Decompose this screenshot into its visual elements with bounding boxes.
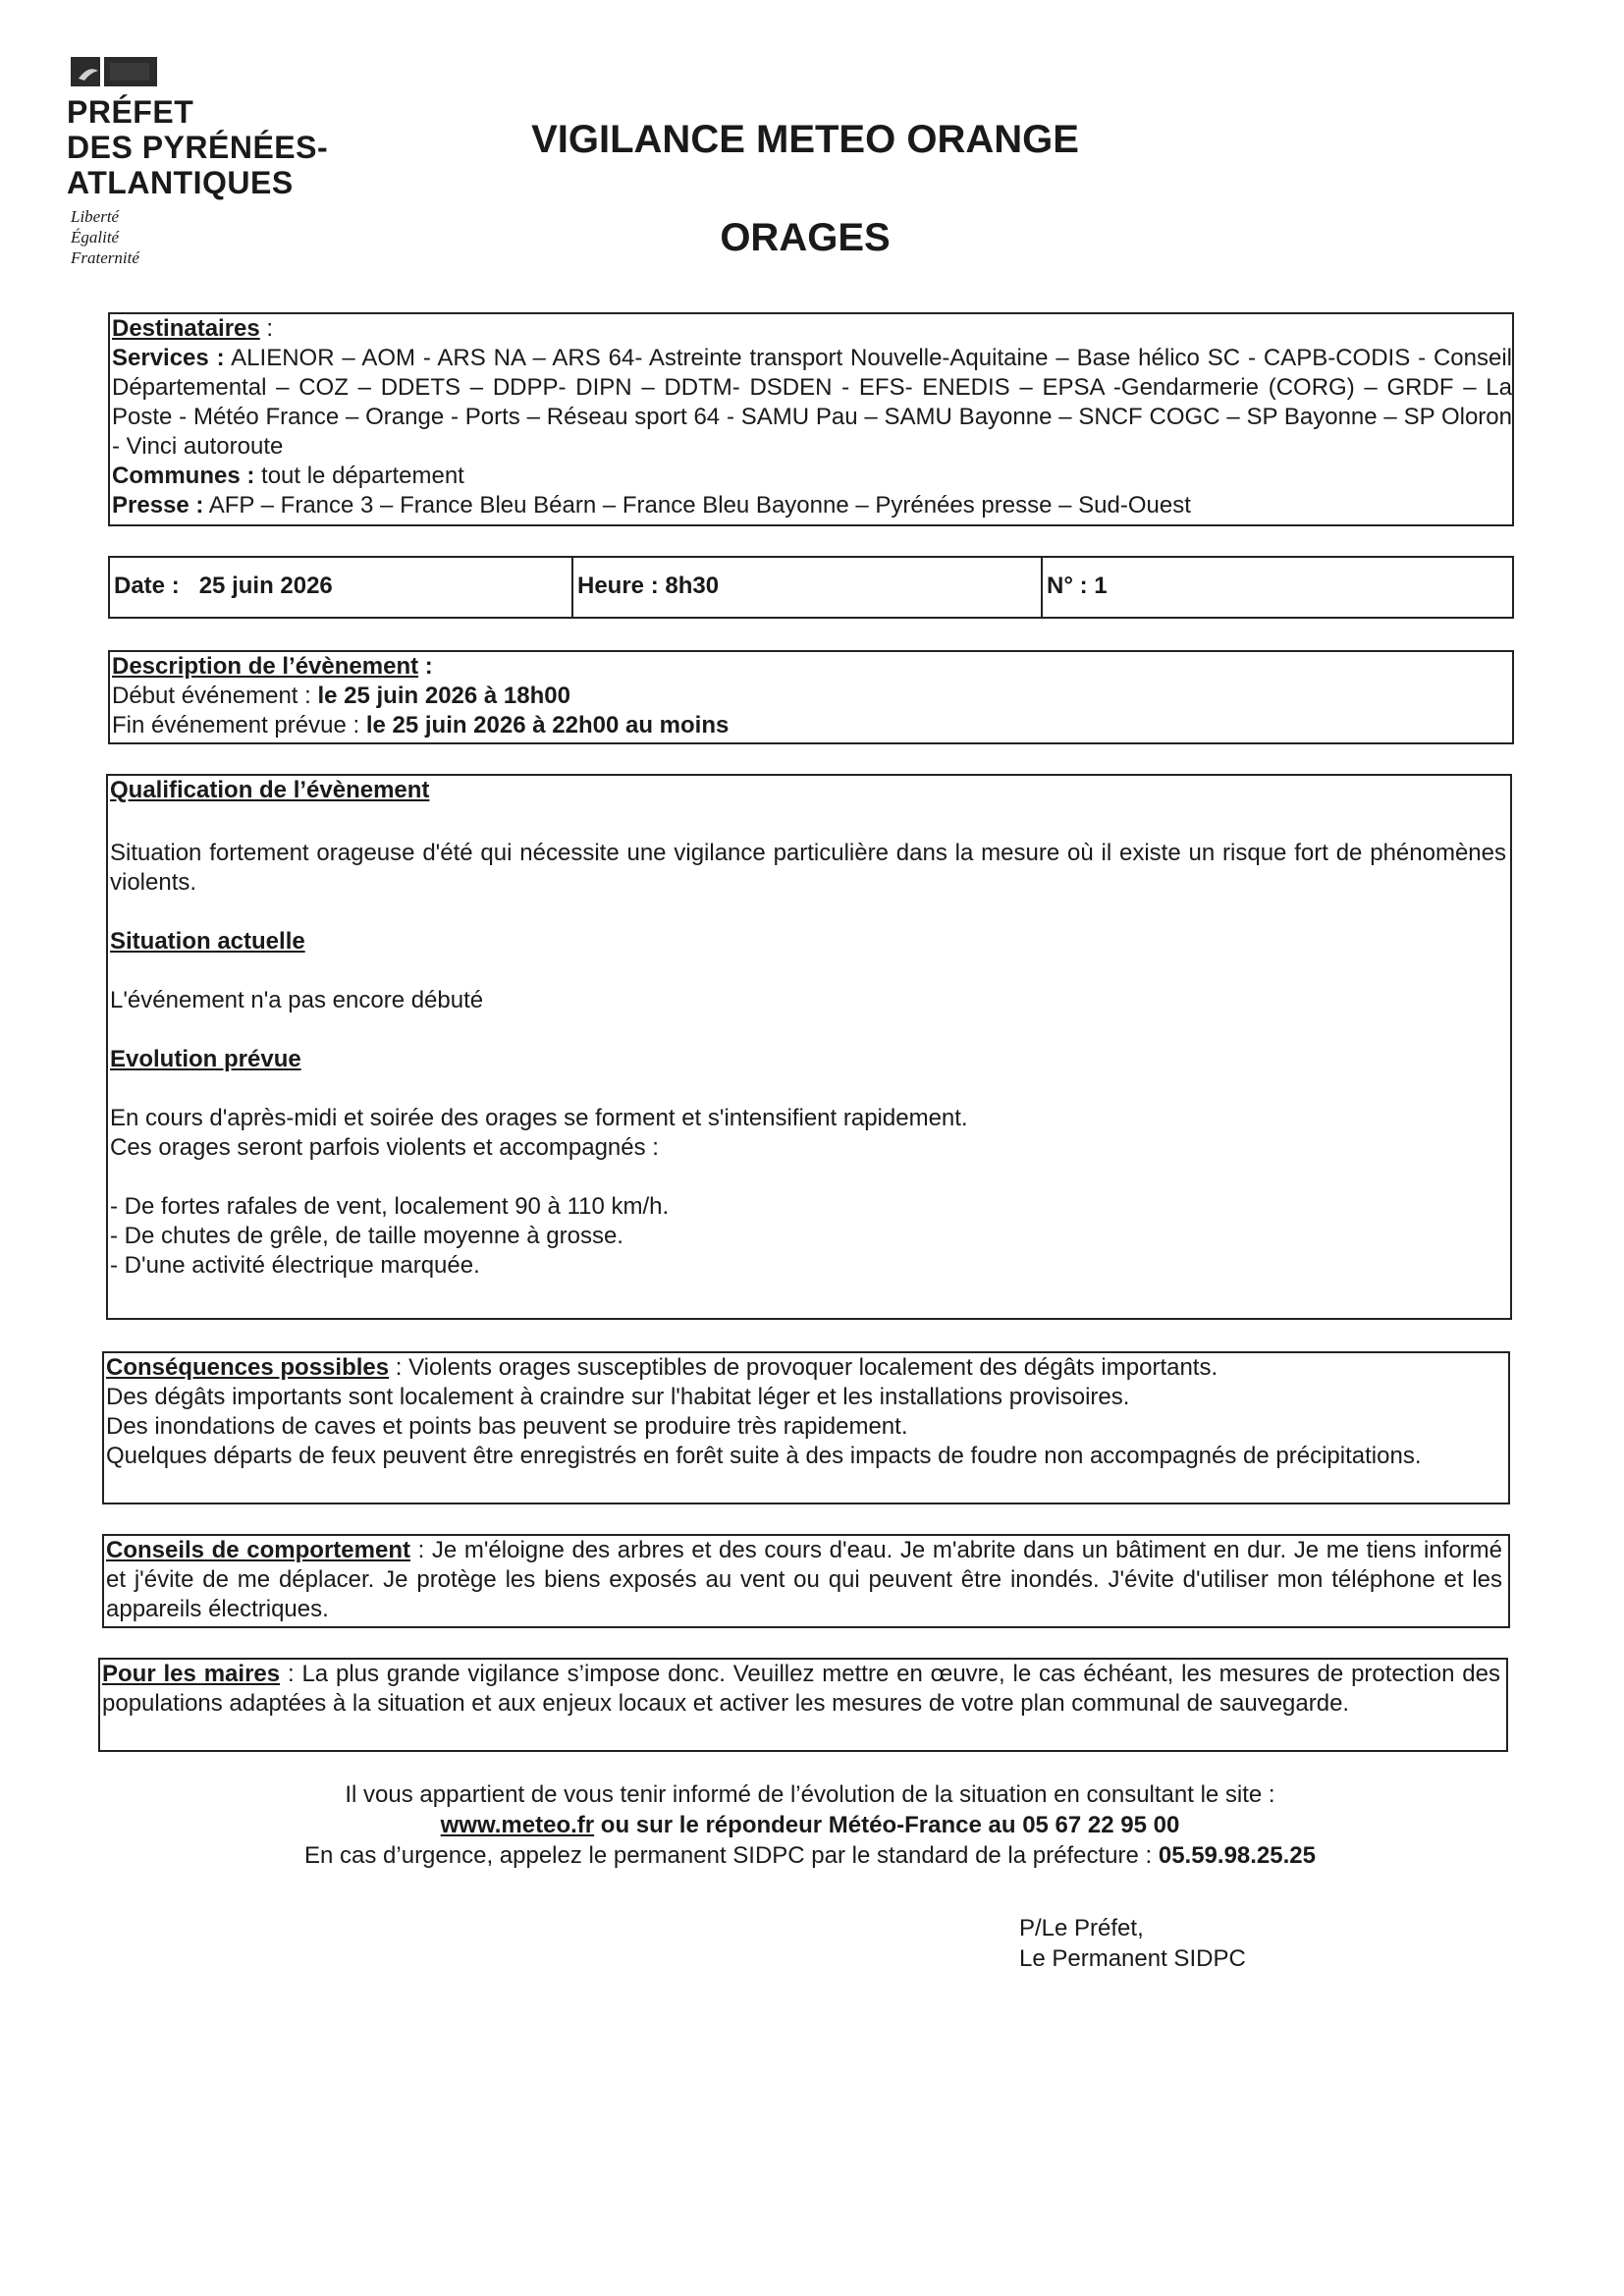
heading-suffix: : <box>259 315 274 342</box>
document-title: VIGILANCE METEO ORANGE <box>531 118 1079 161</box>
presse-label: Presse : <box>112 492 204 519</box>
footer-line: Il vous appartient de vous tenir informé de l’évolution de la situation en consultant le site : <box>345 1781 1275 1808</box>
bullet-item: - De fortes rafales de vent, localement 90 à 110 km/h. <box>110 1193 670 1220</box>
consequences-line: Des dégâts importants sont localement à craindre sur l'habitat léger et les installations provisoires. <box>106 1384 1130 1410</box>
fin-value: le 25 juin 2026 à 22h00 au moins <box>365 712 730 738</box>
consequences-heading: Conséquences possibles <box>106 1354 390 1381</box>
situation-text: L'événement n'a pas encore débuté <box>110 987 484 1013</box>
document-subtitle: ORAGES <box>720 216 891 259</box>
bullet-item: - D'une activité électrique marquée. <box>110 1252 480 1279</box>
destinataires-heading: Destinataires <box>112 315 260 342</box>
conseils-box <box>102 1534 1510 1628</box>
prefet-line: DES PYRÉNÉES- <box>67 130 329 165</box>
maires-box <box>98 1658 1508 1752</box>
communes-label: Communes : <box>112 463 255 489</box>
prefet-line: ATLANTIQUES <box>67 165 294 200</box>
evolution-line: Ces orages seront parfois violents et accompagnés : <box>110 1134 659 1161</box>
signature-line: P/Le Préfet, <box>1019 1915 1144 1941</box>
maires-heading: Pour les maires <box>102 1661 281 1687</box>
qualification-text: Situation fortement orageuse d'été qui nécessite une vigilance particulière dans la mesure où il existe un risque fort de phénomènes violents. <box>110 840 1506 896</box>
date-cell <box>110 558 573 617</box>
devise-line: Liberté <box>71 207 120 226</box>
devise-line: Égalité <box>71 228 120 246</box>
services-text: ALIENOR – AOM - ARS NA – ARS 64- Astreinte transport Nouvelle-Aquitaine – Base hélico SC - CAPB-CODIS - Conseil Départemental – COZ – DDETS – DDPP- DIPN – DDTM- DSDEN - EFS- ENEDIS – EPSA -Gendarmerie (CORG) – GRDF – La Poste - Météo France – Orange - Ports – Réseau sport 64 - SAMU Pau – SAMU Bayonne – SNCF COGC – SP Bayonne – SP Oloron - Vinci autoroute <box>112 345 1512 460</box>
consequences-line: Des inondations de caves et points bas peuvent se produire très rapidement. <box>106 1413 908 1440</box>
date-value: 25 juin 2026 <box>198 573 333 599</box>
evolution-line: En cours d'après-midi et soirée des orages se forment et s'intensifient rapidement. <box>110 1105 968 1131</box>
description-box <box>108 650 1514 744</box>
consequences-intro: : Violents orages susceptibles de provoquer localement des dégâts importants. <box>389 1354 1218 1381</box>
numero-cell <box>1043 558 1512 617</box>
marianne-logo-icon <box>71 57 157 86</box>
conseils-text: : Je m'éloigne des arbres et des cours d'eau. Je m'abrite dans un bâtiment en dur. Je me tiens informé et j'évite de me déplacer. Je protège les biens exposés au vent ou qui peuvent être inondés. J'évite d'utiliser mon téléphone et les appareils électriques. <box>106 1537 1502 1622</box>
situation-heading: Situation actuelle <box>110 928 305 955</box>
meta-row <box>108 556 1514 619</box>
maires-text: : La plus grande vigilance s’impose donc. Veuillez mettre en œuvre, le cas échéant, les mesures de protection des populations adaptées à la situation et aux enjeux locaux et activer les mesures de votre plan communal de sauvegarde. <box>102 1661 1500 1717</box>
meteo-link[interactable]: www.meteo.fr <box>440 1812 595 1838</box>
footer-line: En cas d’urgence, appelez le permanent SIDPC par le standard de la préfecture : <box>304 1842 1159 1869</box>
conseils-heading: Conseils de comportement <box>106 1537 410 1563</box>
debut-value: le 25 juin 2026 à 18h00 <box>317 683 570 709</box>
evolution-heading: Evolution prévue <box>110 1046 301 1072</box>
signature <box>1019 1913 1246 1974</box>
prefet-line: PRÉFET <box>67 94 194 130</box>
date-label: Date : <box>114 573 180 599</box>
description-heading: Description de l’évènement <box>112 653 419 680</box>
heure-label: Heure : <box>577 573 659 599</box>
qualification-heading: Qualification de l’évènement <box>110 777 430 803</box>
communes-text: tout le département <box>254 463 464 489</box>
devise <box>71 206 139 268</box>
footer <box>147 1779 1473 1871</box>
signature-line: Le Permanent SIDPC <box>1019 1945 1246 1972</box>
footer-line: ou sur le répondeur Météo-France au 05 67 22 95 00 <box>594 1812 1180 1838</box>
presse-text: AFP – France 3 – France Bleu Béarn – France Bleu Bayonne – Pyrénées presse – Sud-Ouest <box>203 492 1191 519</box>
devise-line: Fraternité <box>71 248 139 267</box>
services-label: Services : <box>112 345 225 371</box>
consequences-box <box>102 1351 1510 1504</box>
qualification-box <box>106 774 1512 1320</box>
consequences-line: Quelques départs de feux peuvent être enregistrés en forêt suite à des impacts de foudre non accompagnés de précipitations. <box>106 1443 1422 1469</box>
sidpc-phone: 05.59.98.25.25 <box>1158 1842 1316 1869</box>
debut-label: Début événement : <box>112 683 318 709</box>
fin-label: Fin événement prévue : <box>112 712 366 738</box>
prefet-title <box>67 94 381 200</box>
bullet-item: - De chutes de grêle, de taille moyenne à grosse. <box>110 1223 623 1249</box>
heading-suffix: : <box>418 653 433 680</box>
heure-cell <box>573 558 1043 617</box>
destinataires-box <box>108 312 1514 526</box>
numero-value: 1 <box>1094 573 1108 599</box>
numero-label: N° : <box>1047 573 1088 599</box>
heure-value: 8h30 <box>665 573 720 599</box>
